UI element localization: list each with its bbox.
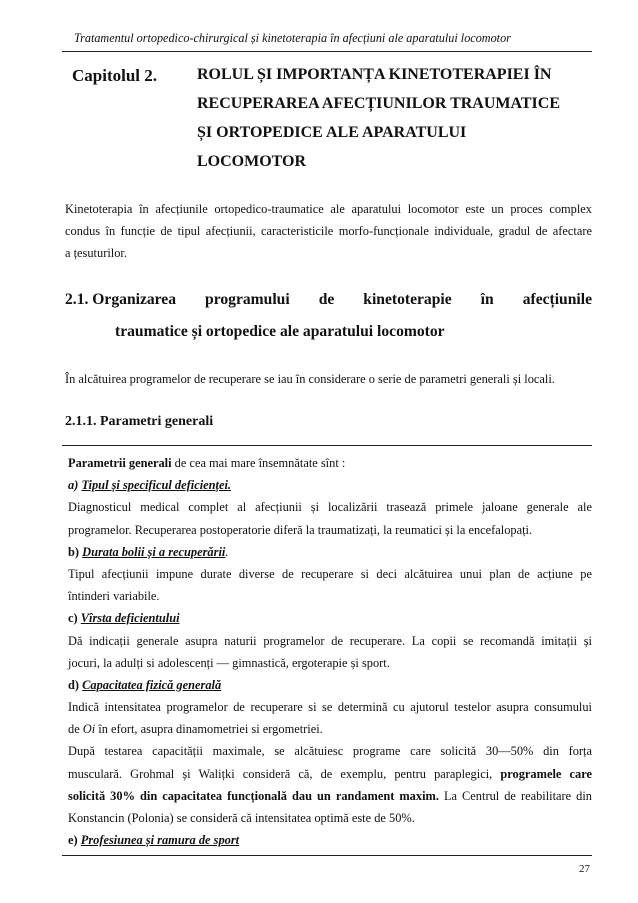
item-d-line2-prefix: de — [68, 722, 83, 737]
item-b-line: întinderi variabile. — [68, 589, 160, 604]
item-e-label: e) — [68, 833, 78, 848]
item-d-title: Capacitatea fizică generală — [82, 677, 222, 692]
heading-word: de — [318, 291, 335, 308]
item-a-line: Diagnosticul medical complet al afecțiunii și localizării trasează primele jaloane generale ale — [68, 500, 592, 515]
running-title: Tratamentul ortopedico-chirurgical și kinetoterapia în afecțiuni ale aparatului locomotor — [74, 31, 511, 45]
chapter-title-line: LOCOMOTOR — [197, 153, 307, 170]
intro-line: condus în funcție de tipul afecțiunii, caracteristicile morfo-funcționale individuale, gradul de afectare — [65, 224, 592, 238]
chapter-title — [197, 66, 607, 182]
intro-paragraph — [65, 198, 592, 264]
item-c-line: Dă indicații generale asupra naturii programelor de recuperare. La copii se recomandă imitații și — [68, 633, 592, 648]
box-top-rule — [62, 445, 592, 446]
item-d-line: Konstancin (Polonia) se consideră că intensitatea optimă este de 50%. — [68, 811, 415, 825]
heading-word: în — [480, 291, 494, 308]
item-a-label: a) — [68, 478, 79, 493]
chapter-title-line: ȘI ORTOPEDICE ALE APARATULUI — [197, 124, 467, 141]
heading-line-2: traumatice și ortopedice ale aparatului locomotor — [115, 323, 445, 340]
heading-word: Organizarea — [92, 291, 177, 308]
item-a-line: programelor. Recuperarea postoperatorie diferă la traumatizați, la reumatici și la encefalopați. — [68, 522, 533, 537]
item-d-line2-rest: în efort, asupra dinamometriei si ergometriei. — [95, 722, 323, 737]
section-number: 2.1. — [65, 291, 89, 308]
item-d-line: După testarea capacității maximale, se alcătuiesc programe care solicită 30—50% din forța — [68, 744, 592, 759]
footer-rule — [62, 855, 592, 856]
section-2-1-paragraph: În alcătuirea programelor de recuperare se iau în considerare o serie de parametri generali și locali. — [65, 372, 555, 386]
item-b-suffix: . — [225, 544, 229, 559]
chapter-title-line: ROLUL ȘI IMPORTANȚA KINETOTERAPIEI ÎN — [197, 66, 552, 83]
item-b-title: Durata bolii și a recuperării — [82, 544, 226, 559]
subsection-heading-2-1-1: 2.1.1. Parametri generali — [65, 414, 214, 429]
item-d-label: d) — [68, 677, 80, 692]
heading-word: afecțiunile — [522, 291, 592, 308]
item-d-line5-bold: solicită 30% din capacitatea funcțională dau un randament maxim. — [68, 788, 439, 803]
heading-word: kinetoterapie — [363, 291, 452, 308]
item-d-line4-bold: programele care — [500, 766, 592, 781]
item-d-line2-italic: Oi — [82, 722, 96, 737]
chapter-label: Capitolul 2. — [72, 66, 158, 85]
item-e-title: Profesiunea și ramura de sport — [80, 833, 240, 848]
item-c-title: Vîrsta deficientului — [80, 611, 180, 626]
item-c-line: jocuri, la adulți si adolescenți — gimnastică, ergoterapie și sport. — [68, 655, 390, 670]
intro-line: a țesuturilor. — [65, 246, 127, 260]
params-intro-bold: Parametrii generali — [68, 456, 172, 470]
item-b-line: Tipul afecțiunii impune durate diverse de recuperare si deci alcătuirea unui plan de acțiune pe — [68, 566, 592, 581]
intro-line: Kinetoterapia în afecțiunile ortopedico-traumatice ale aparatului locomotor este un proces complex — [65, 202, 592, 216]
item-b-label: b) — [68, 544, 80, 559]
heading-word: programului — [205, 291, 290, 308]
chapter-title-line: RECUPERAREA AFECȚIUNILOR TRAUMATICE — [197, 95, 561, 112]
item-d-line5-rest: La Centrul de reabilitare din — [438, 788, 592, 803]
parameters-body — [68, 452, 592, 851]
item-c-label: c) — [68, 611, 78, 626]
page-number: 27 — [579, 863, 590, 875]
item-d-line4-plain: musculară. Grohmal și Walițki consideră că, de exemplu, pentru paraplegici, — [68, 766, 501, 781]
params-intro-rest: de cea mai mare însemnătate sînt : — [171, 456, 346, 470]
running-header — [62, 0, 592, 52]
item-a-title: Tipul și specificul deficienței. — [81, 478, 232, 493]
item-d-line: Indică intensitatea programelor de recuperare si se determină cu ajutorul testelor asupra consumului — [68, 700, 592, 715]
section-heading-2-1 — [65, 291, 592, 341]
